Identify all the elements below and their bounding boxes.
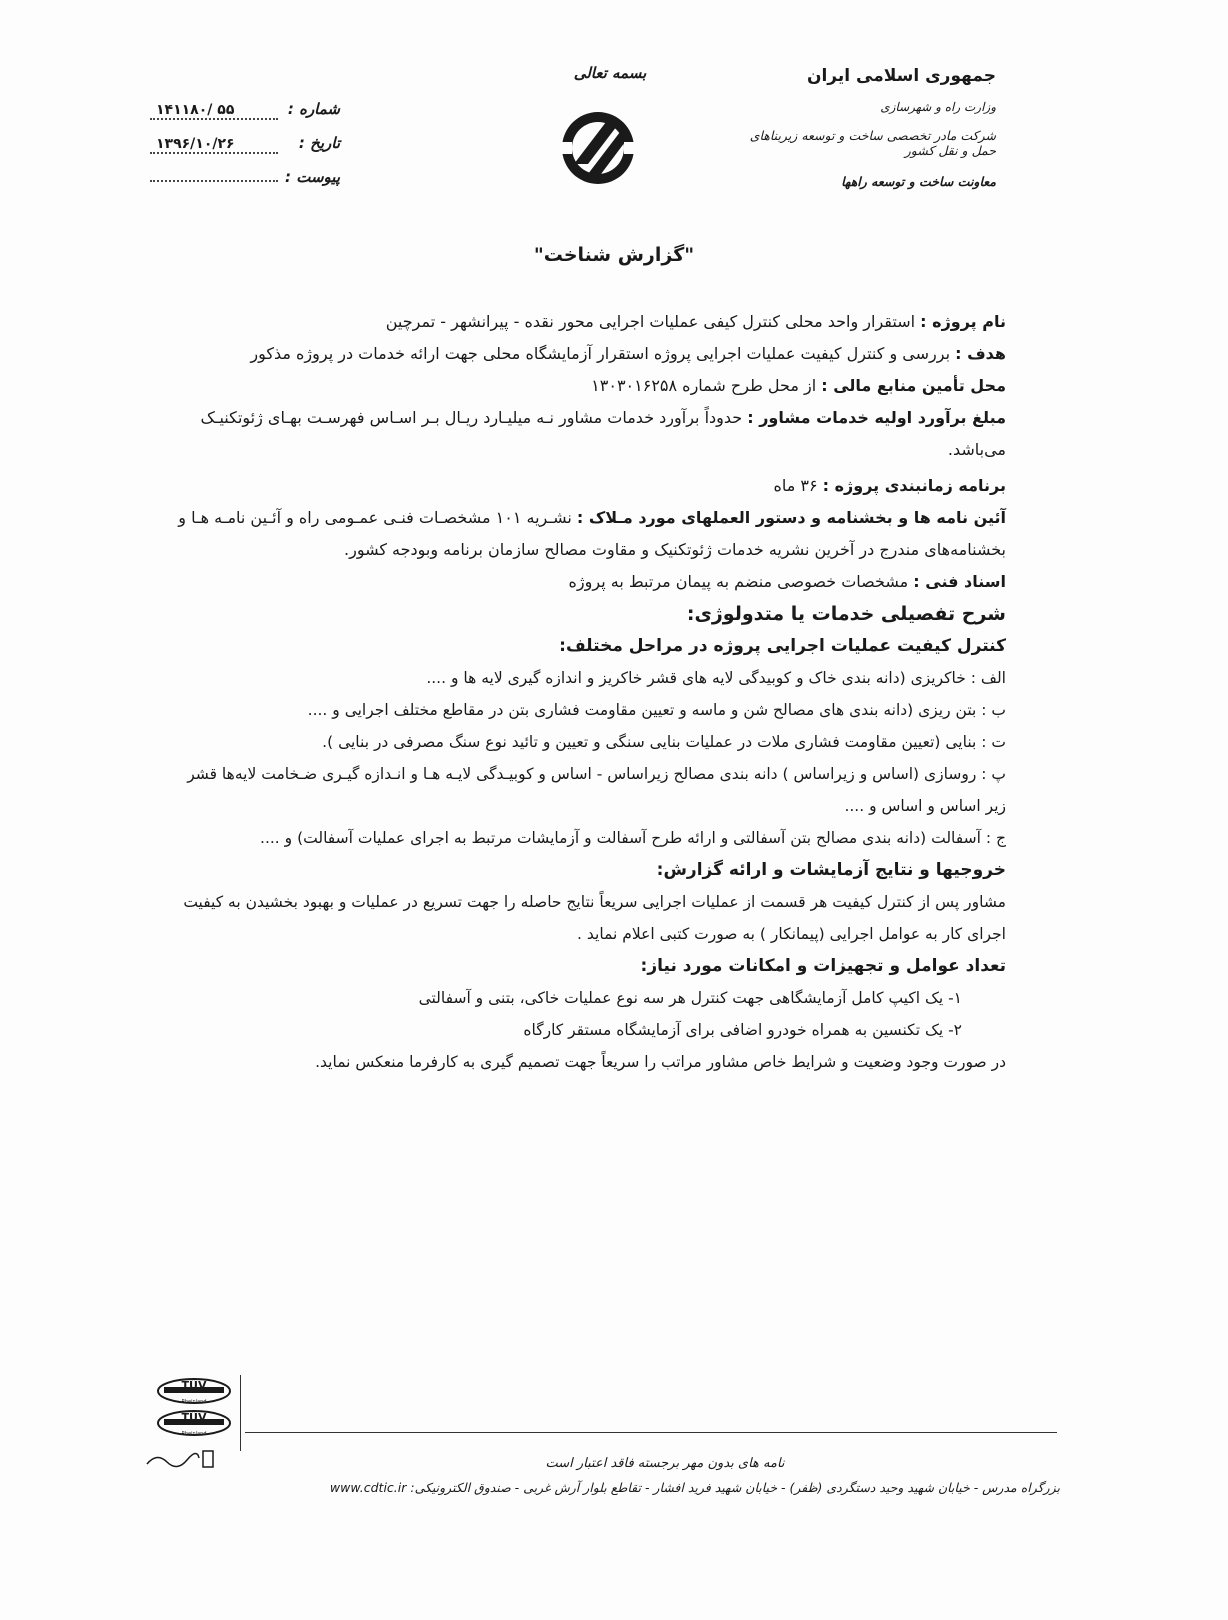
- number-row: [150, 100, 340, 134]
- footer-divider-vertical: [240, 1375, 241, 1451]
- outputs-heading: خروجیها و نتایج آزمایشات و ارائه گزارش:: [656, 860, 1006, 880]
- ministry-name: وزارت راه و شهرسازی: [880, 100, 996, 114]
- technical-docs-line: [166, 566, 1006, 598]
- document-body: [166, 306, 1006, 1078]
- qc-heading: کنترل کیفیت عملیات اجرایی پروژه در مراحل مختلف:: [559, 636, 1006, 656]
- date-value: ۱۳۹۶/۱۰/۲۶: [150, 136, 278, 154]
- funding-label: محل تأمین منابع مالی :: [821, 376, 1006, 395]
- tuv-sub: Rheinland: [181, 1431, 207, 1437]
- goal-text: بررسی و کنترل کیفیت عملیات اجرایی پروژه استقرار آزمایشگاه محلی جهت ارائه خدمات در پروژه مذکور: [250, 344, 951, 363]
- regulations-label: آئین نامه ها و بخشنامه و دستور العملهای مورد مـلاک :: [576, 508, 1006, 527]
- date-label: تاریخ :: [298, 134, 340, 152]
- schedule-text: ۳۶ ماه: [773, 476, 818, 495]
- bismillah: بسمه تعالی: [573, 64, 647, 82]
- qc-item: ج : آسفالت (دانه بندی مصالح بتن آسفالتی و ارائه طرح آسفالت و آزمایشات مرتبط به اجرای عملیات آسفالت) و ....: [260, 829, 1006, 847]
- attachment-value: [150, 180, 278, 182]
- attachment-label: پیوست :: [285, 168, 340, 186]
- country-name: جمهوری اسلامی ایران: [806, 66, 996, 86]
- resource-item: ۲- یک تکنسین به همراه خودرو اضافی برای آزمایشگاه مستقر کارگاه: [523, 1021, 962, 1039]
- company-logo-icon: [558, 108, 638, 188]
- footer-divider: [245, 1432, 1057, 1433]
- tuv-certification-icon: [154, 1376, 234, 1406]
- tuv-label: TÜV: [181, 1379, 207, 1392]
- budget-label: مبلغ برآورد اولیه خدمات مشاور :: [747, 408, 1006, 427]
- technical-docs-text: مشخصات خصوصی منضم به پیمان مرتبط به پروژه: [568, 572, 909, 591]
- qc-item: ب : بتن ریزی (دانه بندی های مصالح شن و ماسه و تعیین مقاومت فشاری بتن در مقاطع مختلف اجرایی و ....: [307, 701, 1006, 719]
- number-value: ۵۵ /۱۴۱۱۸۰: [150, 102, 278, 120]
- qc-item: ت : بنایی (تعیین مقاومت فشاری ملات در عملیات بنایی سنگی و تعیین و تائید نوع سنگ مصرفی در بنایی ).: [322, 733, 1006, 751]
- funding-text: از محل طرح شماره ۱۳۰۳۰۱۶۲۵۸: [591, 376, 817, 395]
- regulations-text: نشـریه ۱۰۱ مشخصـات فنـی عمـومی راه و آئـین نامـه هـا و بخشنامه‌های مندرج در آخرین نشریه خدمات ژئوتکنیک و مقاوت مصالح سازمان برنامه وبودجه کشور.: [178, 508, 1006, 559]
- qc-item: پ : روسازی (اساس و زیراساس ) دانه بندی مصالح زیراساس - اساس و کوبیـدگی لایـه هـا و انـدازه گیـری ضـخامت لایه‌ها قشر زیر اساس و اساس و ....: [187, 765, 1006, 815]
- project-name-line: [166, 306, 1006, 338]
- project-name-label: نام پروژه :: [920, 312, 1006, 331]
- technical-docs-label: اسناد فنی :: [913, 572, 1006, 591]
- tuv-certification-icon: [154, 1408, 234, 1438]
- footer-note: نامه های بدون مهر برجسته فاقد اعتبار است: [545, 1456, 785, 1471]
- goal-line: [166, 338, 1006, 370]
- deputy-name: معاونت ساخت و توسعه راهها: [841, 174, 996, 189]
- letter-meta: [150, 100, 340, 202]
- qc-item: الف : خاکریزی (دانه بندی خاک و کوبیدگی لایه های قشر خاکریز و اندازه گیری لایه ها و ....: [426, 669, 1006, 687]
- date-row: [150, 134, 340, 168]
- tuv-label: TÜV: [181, 1411, 207, 1424]
- certification-mark-icon: [143, 1448, 215, 1470]
- schedule-line: [166, 470, 1006, 502]
- number-label: شماره :: [287, 100, 340, 118]
- tuv-sub: Rheinland: [181, 1399, 207, 1405]
- attachment-row: [150, 168, 340, 202]
- resources-heading: تعداد عوامل و تجهیزات و امکانات مورد نیاز:: [640, 956, 1006, 976]
- methodology-heading: شرح تفصیلی خدمات یا متدولوژی:: [686, 603, 1006, 625]
- project-name: استقرار واحد محلی کنترل کیفی عملیات اجرایی محور نقده - پیرانشهر - تمرچین: [385, 312, 916, 331]
- funding-line: [166, 370, 1006, 402]
- letterhead-organization: [736, 66, 996, 189]
- closing-text: در صورت وجود وضعیت و شرایط خاص مشاور مراتب را سریعاً جهت تصمیم گیری به کارفرما منعکس نماید.: [315, 1053, 1006, 1071]
- budget-text: حدوداً برآورد خدمات مشاور نـه میلیـارد ریـال بـر اسـاس فهرسـت بهـای ژئوتکنیـک می‌باشد.: [200, 408, 1006, 459]
- regulations-line: [166, 502, 1006, 566]
- outputs-text: مشاور پس از کنترل کیفیت هر قسمت از عملیات اجرایی سریعاً نتایج حاصله را جهت تسریع در عملیات و بهبود بخشیدن به کیفیت اجرای کار به عوامل اجرایی (پیمانکار ) به صورت کتبی اعلام نماید .: [183, 893, 1006, 943]
- goal-label: هدف :: [955, 344, 1006, 363]
- footer-address: بزرگراه مدرس - خیابان شهید وحید دستگردی (ظفر) - خیابان شهید فرید افشار - تقاطع بلوار آرش غربی - صندوق الکترونیکی: www.cdtic.ir: [329, 1480, 1060, 1495]
- budget-line: [166, 402, 1006, 466]
- schedule-label: برنامه زمانبندی پروژه :: [822, 476, 1006, 495]
- document-title: "گزارش شناخت": [533, 244, 695, 266]
- company-name: شرکت مادر تخصصی ساخت و توسعه زیربناهای حمل و نقل کشور: [749, 128, 996, 158]
- resource-item: ۱- یک اکیپ کامل آزمایشگاهی جهت کنترل هر سه نوع عملیات خاکی، بتنی و آسفالتی: [418, 989, 962, 1007]
